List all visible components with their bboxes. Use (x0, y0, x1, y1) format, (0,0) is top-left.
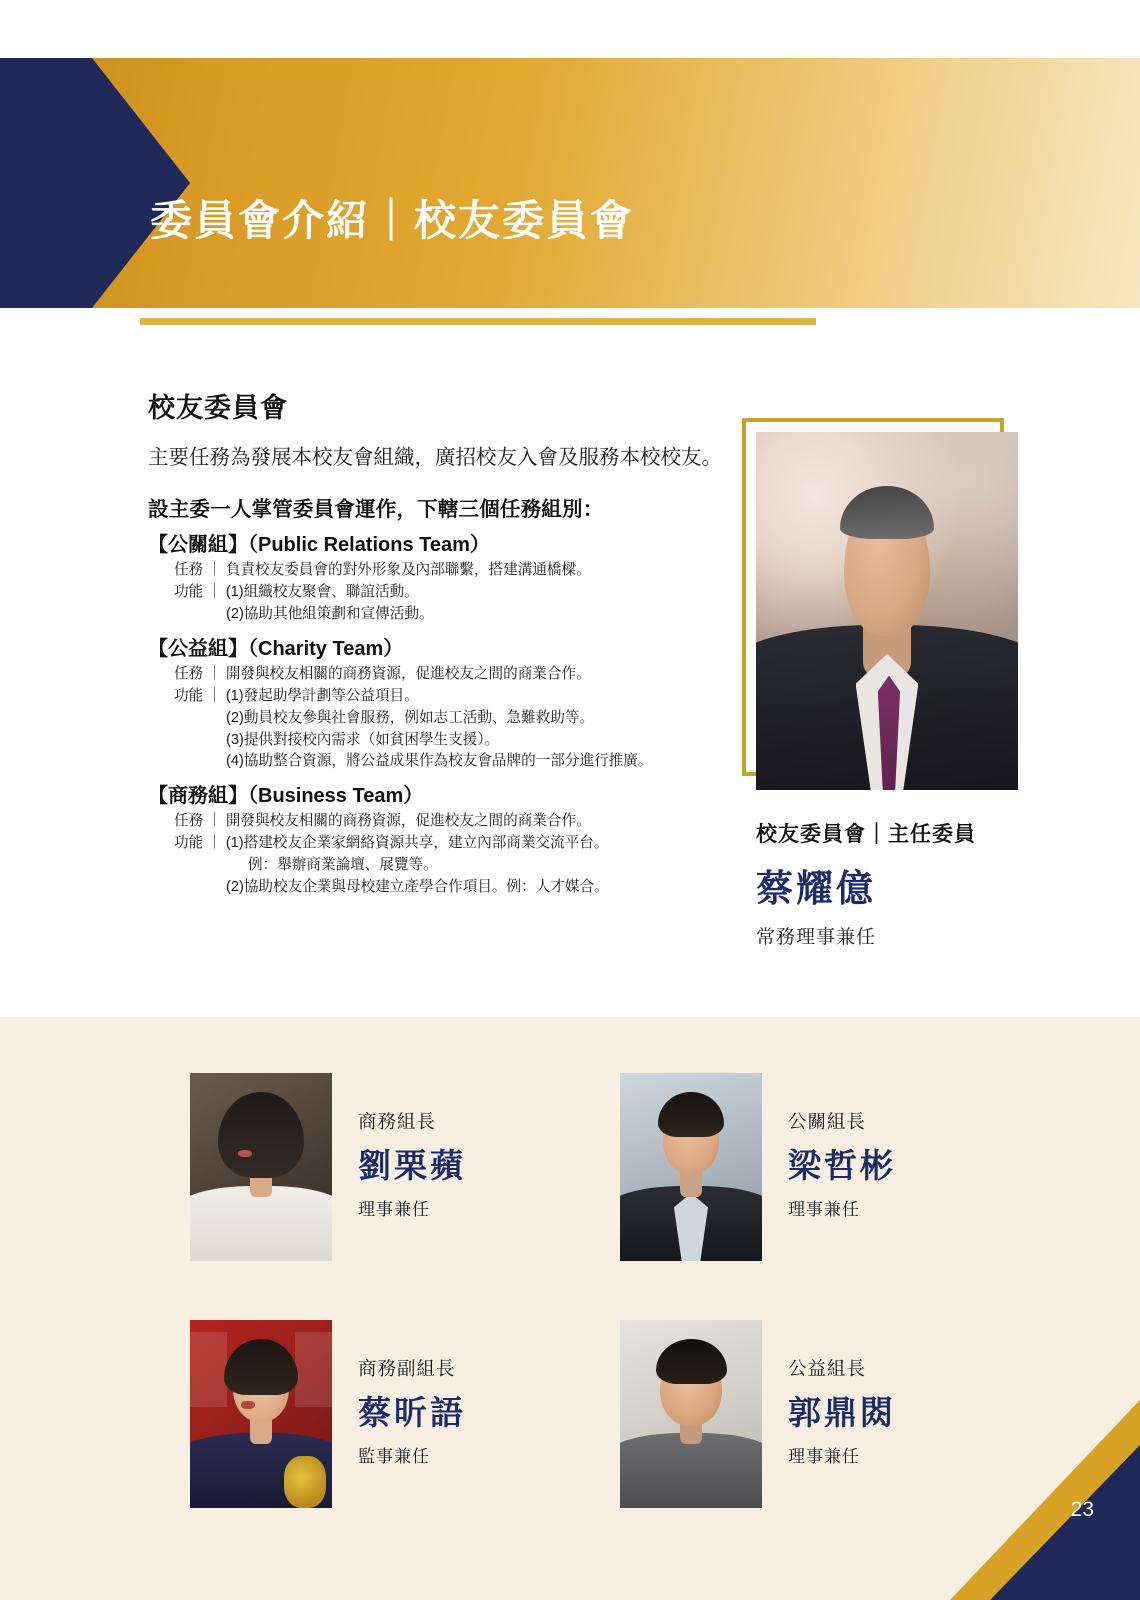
list-item (620, 1295, 990, 1535)
member-role: 商務組長 (358, 1110, 437, 1132)
page-number: 23 (1070, 1498, 1094, 1521)
section-title: 校友委員會 (148, 393, 288, 423)
group-function-row (148, 686, 728, 708)
section-lead: 設主委一人掌管委員會運作，下轄三個任務組別： (148, 498, 604, 522)
function-label: 功能 (174, 584, 204, 601)
function-text: 例：舉辦商業論壇、展覽等。 (248, 857, 438, 874)
member-extra-role: 理事兼任 (358, 1199, 430, 1219)
mission-label: 任務 (174, 665, 204, 682)
member-portrait-photo (620, 1320, 762, 1508)
function-text: (4)協助整合資源，將公益成果作為校友會品牌的一部分進行推廣。 (226, 753, 653, 770)
member-extra-role: 理事兼任 (788, 1199, 860, 1219)
mission-text: 負責校友委員會的對外形象及內部聯繫，搭建溝通橋樑。 (225, 562, 591, 579)
member-name: 郭鼎閦 (788, 1394, 896, 1432)
list-item (620, 1047, 990, 1287)
divider: ｜ (207, 584, 222, 601)
chair-portrait-photo (756, 432, 1018, 790)
divider: ｜ (207, 687, 222, 704)
member-role: 商務副組長 (358, 1358, 456, 1380)
mission-label: 任務 (174, 813, 204, 830)
member-name: 劉栗蘋 (358, 1146, 466, 1184)
member-name: 梁哲彬 (788, 1146, 896, 1184)
divider: ｜ (207, 835, 222, 852)
page-title: 委員會介紹｜校友委員會 (150, 197, 635, 244)
function-label: 功能 (174, 835, 204, 852)
header-underline (140, 318, 816, 325)
member-role: 公關組長 (788, 1110, 867, 1132)
function-text: (2)協助其他組策劃和宣傳活動。 (226, 605, 434, 622)
group-public-relations (148, 528, 728, 626)
divider: ｜ (207, 813, 222, 830)
function-text: (3)提供對接校內需求（如貧困學生支援）。 (226, 731, 500, 748)
section-intro: 主要任務為發展本校友會組織，廣招校友入會及服務本校校友。 (148, 446, 722, 469)
function-label: 功能 (174, 687, 204, 704)
mission-text: 開發與校友相關的商務資源，促進校友之間的商業合作。 (225, 665, 591, 682)
group-heading: 【公益組】（Charity Team） (148, 637, 404, 660)
chair-name: 蔡耀億 (756, 868, 876, 909)
member-extra-role: 監事兼任 (358, 1447, 430, 1467)
member-portrait-photo (190, 1320, 332, 1508)
group-mission-row (148, 560, 728, 582)
divider: ｜ (207, 665, 222, 682)
group-mission-row (148, 811, 728, 833)
member-extra-role: 理事兼任 (788, 1447, 860, 1467)
group-function-row (148, 833, 728, 855)
chair-extra-role: 常務理事兼任 (756, 927, 877, 948)
function-text: (1)組織校友聚會、聯誼活動。 (225, 584, 419, 601)
members-grid (0, 1017, 1140, 1600)
function-text: (2)協助校友企業與母校建立產學合作項目。例：人才媒合。 (226, 879, 609, 895)
member-name: 蔡昕語 (358, 1394, 466, 1432)
group-heading: 【公關組】（Public Relations Team） (148, 534, 490, 557)
group-mission-row (148, 664, 728, 686)
group-charity (148, 632, 728, 773)
list-item (190, 1295, 560, 1535)
group-business (148, 779, 728, 899)
group-function-row (148, 582, 728, 604)
mission-text: 開發與校友相關的商務資源，促進校友之間的商業合作。 (225, 813, 591, 830)
function-text: (2)動員校友參與社會服務，例如志工活動、急難救助等。 (226, 709, 595, 726)
member-role: 公益組長 (788, 1358, 867, 1380)
mission-label: 任務 (174, 562, 204, 579)
list-item (190, 1047, 560, 1287)
function-text: (1)搭建校友企業家網絡資源共享，建立內部商業交流平台。 (225, 835, 609, 852)
function-text: (1)發起助學計劃等公益項目。 (225, 687, 419, 704)
chair-caption (756, 818, 1056, 949)
chair-role: 校友委員會｜主任委員 (756, 823, 976, 846)
committee-description (148, 386, 728, 905)
member-portrait-photo (190, 1073, 332, 1261)
group-heading: 【商務組】（Business Team） (148, 785, 424, 808)
member-portrait-photo (620, 1073, 762, 1261)
divider: ｜ (207, 562, 222, 579)
